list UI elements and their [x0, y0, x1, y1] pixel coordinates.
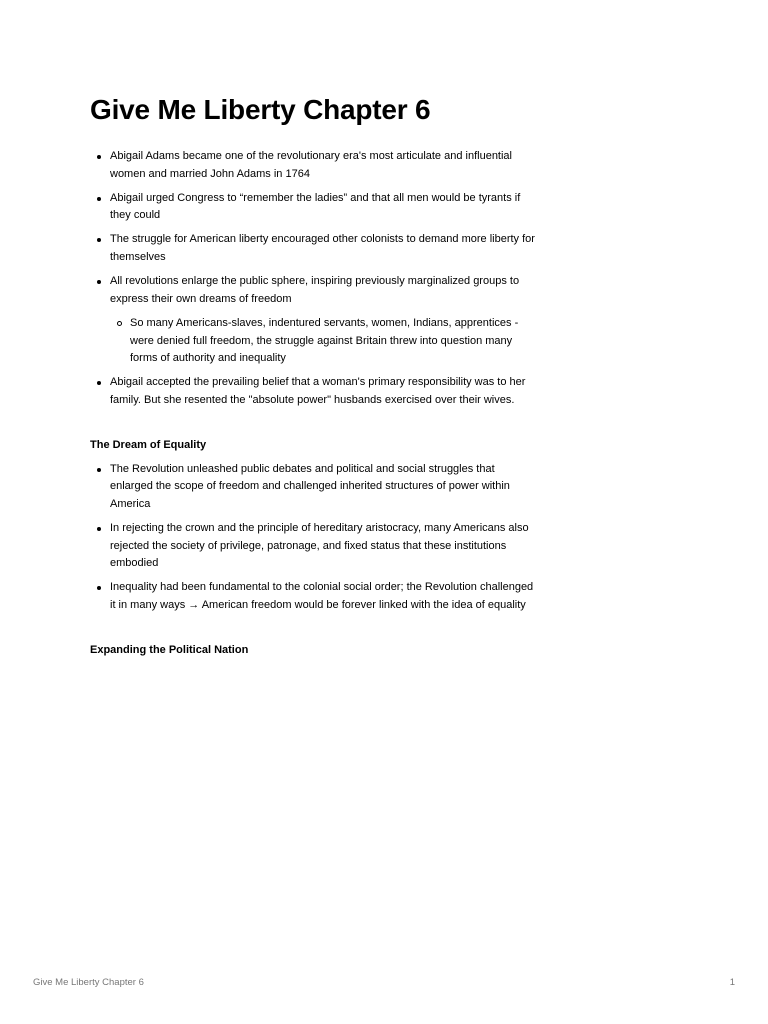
equality-bullet-list [90, 461, 540, 615]
page-footer [33, 975, 735, 991]
list-item: The Revolution unleashed public debates and political and social struggles that enlarged the scope of freedom and challenged inherited structures of power within America [90, 461, 540, 514]
footer-page-number: 1 [729, 977, 735, 988]
list-item-with-sublist [90, 273, 540, 368]
list-item-text: All revolutions enlarge the public sphere, inspiring previously marginalized groups to express their own dreams of freedom [110, 275, 520, 305]
section-heading-expanding-political-nation: Expanding the Political Nation [90, 643, 249, 656]
list-item: Inequality had been fundamental to the colonial social order; the Revolution challenged it in many ways → American freedom would be forever linked with the idea of equality [90, 579, 540, 614]
sub-bullet-list [110, 315, 540, 368]
footer-title: Give Me Liberty Chapter 6 [33, 977, 144, 988]
list-item: The struggle for American liberty encouraged other colonists to demand more liberty for themselves [90, 231, 540, 266]
section-heading-dream-of-equality: The Dream of Equality [90, 438, 207, 451]
intro-bullet-list [90, 148, 540, 410]
document-body [90, 90, 540, 659]
list-item: Abigail urged Congress to “remember the ladies” and that all men would be tyrants if they could [90, 190, 540, 225]
list-item: Abigail Adams became one of the revolutionary era's most articulate and influential women and married John Adams in 1764 [90, 148, 540, 183]
sub-list-item: So many Americans-slaves, indentured servants, women, Indians, apprentices - were denied full freedom, the struggle against Britain threw into question many forms of authority and inequality [110, 315, 540, 368]
list-item: In rejecting the crown and the principle of hereditary aristocracy, many Americans also rejected the society of privilege, patronage, and fixed status that these institutions embodied [90, 520, 540, 573]
list-item: Abigail accepted the prevailing belief that a woman's primary responsibility was to her family. But she resented the "absolute power" husbands exercised over their wives. [90, 374, 540, 409]
page-title: Give Me Liberty Chapter 6 [90, 94, 431, 125]
